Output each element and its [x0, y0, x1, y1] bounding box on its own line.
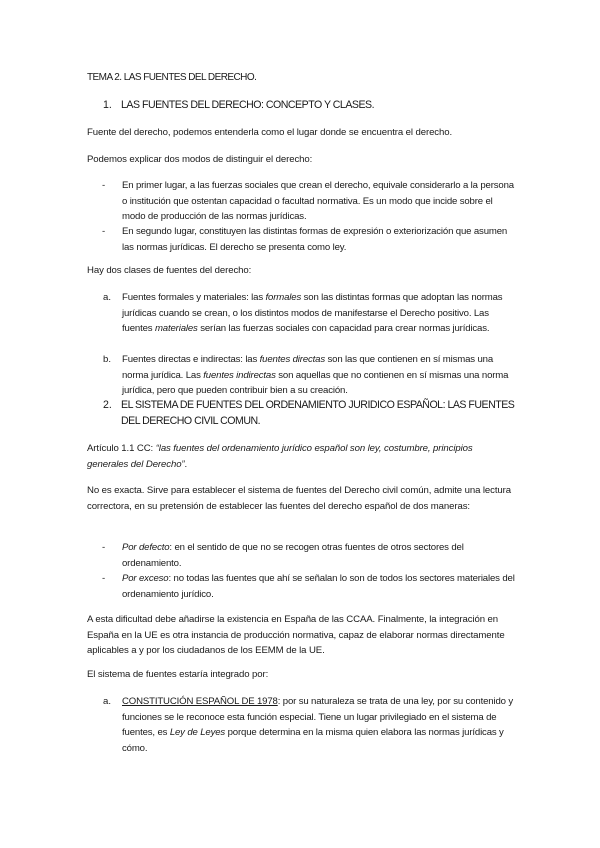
paragraph-difficulty: A esta dificultad debe añadirse la existencia en España de las CCAA. Finalmente, la integración en España en la UE es otra instancia de producción normativa, capaz de elaborar normas directamente aplicables a y por los ciudadanos de los EEMM de la UE. — [87, 614, 505, 657]
document-title: TEMA 2. LAS FUENTES DEL DERECHO. — [87, 72, 257, 83]
list-item-por-defecto: Por defecto: en el sentido de que no se recogen otras fuentes de otros sectores del ordenamiento. — [122, 542, 464, 569]
list-item-direct-indirect: Fuentes directas e indirectas: las fuentes directas son las que contienen en sí mismas una norma jurídica. Las fuentes indirectas son aquellas que no contienen en sí mismas una norma jurídica, pero que pueden contribuir bien a su creación. — [122, 354, 509, 397]
list-marker: b. — [103, 354, 112, 365]
paragraph-two-modes: Podemos explicar dos modos de distinguir el derecho: — [87, 154, 313, 165]
section-1-number: 1. — [103, 99, 112, 111]
section-2-number: 2. — [103, 399, 112, 411]
paragraph-article: Artículo 1.1 CC: “las fuentes del ordenamiento jurídico español son ley, costumbre, principios generales del Derecho”. — [87, 443, 473, 470]
list-item-mode-2: En segundo lugar, constituyen las distintas formas de expresión o exteriorización que asumen las normas jurídicas. El derecho se presenta como ley. — [122, 226, 508, 253]
list-item-mode-1: En primer lugar, a las fuerzas sociales que crean el derecho, equivale considerarlo a la persona o institución que ostentan capacidad o facultad normativa. Es un modo que incide sobre el modo de producción de las normas jurídicas. — [122, 180, 514, 223]
paragraph-two-classes: Hay dos clases de fuentes del derecho: — [87, 265, 252, 276]
list-bullet: - — [102, 180, 106, 191]
list-marker: a. — [103, 292, 112, 303]
list-bullet: - — [102, 573, 106, 584]
list-item-por-exceso: Por exceso: no todas las fuentes que ahí se señalan lo son de todos los sectores materiales del ordenamiento jurídico. — [122, 573, 515, 600]
paragraph-not-exact: No es exacta. Sirve para establecer el sistema de fuentes del Derecho civil común, admite una lectura correctora, en su pretensión de establecer las fuentes del derecho español de dos maneras: — [87, 485, 511, 512]
section-1-heading: LAS FUENTES DEL DERECHO: CONCEPTO Y CLASES. — [121, 99, 375, 111]
list-item-constitucion: CONSTITUCIÓN ESPAÑOL DE 1978: por su naturaleza se trata de una ley, por su contenido y funciones se le reconoce esta función especial. Tiene un lugar privilegiado en el sistema de fuentes, es Ley de Leyes porque determina en la misma quien elabora las normas jurídicas y cómo. — [122, 696, 513, 754]
paragraph-system: El sistema de fuentes estaría integrado por: — [87, 669, 269, 680]
section-2-heading: EL SISTEMA DE FUENTES DEL ORDENAMIENTO JURIDICO ESPAÑOL: LAS FUENTES DEL DERECHO CIVIL COMUN. — [121, 399, 515, 428]
list-bullet: - — [102, 542, 106, 553]
list-item-formal-material: Fuentes formales y materiales: las formales son las distintas formas que adoptan las normas jurídicas cuando se crean, o los distintos modos de manifestarse el Derecho positivo. Las fuentes materiales serían las fuerzas sociales con capacidad para crear normas jurídicas. — [122, 292, 503, 335]
paragraph-definition: Fuente del derecho, podemos entenderla como el lugar donde se encuentra el derecho. — [87, 127, 453, 138]
list-bullet: - — [102, 226, 106, 237]
list-marker: a. — [103, 696, 112, 707]
